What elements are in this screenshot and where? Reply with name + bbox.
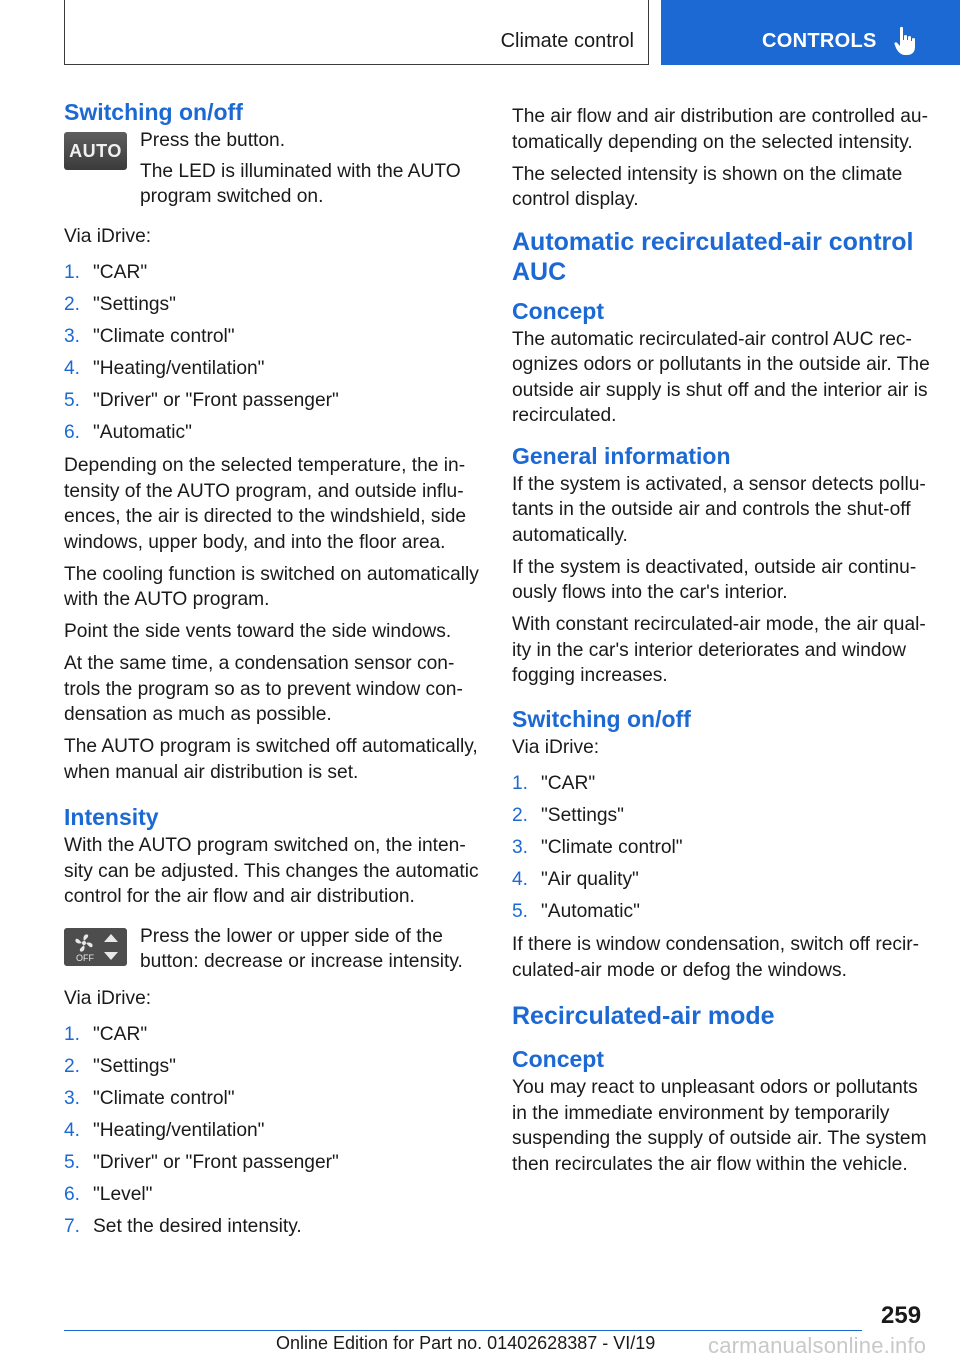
list-item — [64, 1179, 480, 1211]
led-text-content: The LED is illuminated with the AUTO program switched on. — [140, 160, 461, 207]
paragraph-point-vents: Point the side vents toward the side windows. — [64, 621, 452, 642]
paragraph-deactivated: If the system is deactivated, outside air continuously flows into the car's interior. — [512, 556, 917, 603]
auto-button-label: AUTO — [69, 140, 122, 161]
paragraph-airflow: The air flow and air distribution are controlled automatically depending on the selected intensity. — [512, 106, 928, 153]
paragraph-cooling: The cooling function is switched on automatically with the AUTO program. — [64, 563, 479, 610]
list-number: 1. — [512, 773, 529, 794]
list-item — [64, 353, 480, 385]
list-item — [64, 321, 480, 353]
list-text: "Automatic" — [93, 422, 192, 443]
list-item — [512, 768, 932, 800]
idrive-auc-steps-list — [512, 768, 932, 928]
list-item — [64, 1083, 480, 1115]
paragraph-concept-2: You may react to unpleasant odors or pollutants in the immediate environment by temporarily suspending the supply of outside air. The system then recirculates the air flow within the vehicle. — [512, 1077, 927, 1175]
list-text: "Settings" — [93, 294, 176, 315]
svg-text:OFF: OFF — [76, 952, 94, 963]
header-chapter-label: CONTROLS — [762, 30, 877, 52]
page-number: 259 — [881, 1302, 922, 1329]
list-text: "Climate control" — [93, 326, 235, 347]
paragraph-window-condensation: If there is window condensation, switch off recirculated-air mode or defog the windows. — [512, 934, 920, 981]
via-idrive-label-2: Via iDrive: — [64, 987, 152, 1009]
list-text: "Driver" or "Front passenger" — [93, 1152, 339, 1173]
list-text: "CAR" — [93, 262, 148, 283]
list-number: 5. — [64, 390, 81, 411]
list-number: 3. — [512, 837, 529, 858]
list-item — [64, 257, 480, 289]
list-number: 1. — [64, 262, 81, 283]
list-text: "Climate control" — [93, 1088, 235, 1109]
list-number: 2. — [64, 1056, 81, 1077]
list-item — [64, 1147, 480, 1179]
heading-concept-2: Concept — [512, 1046, 604, 1072]
heading-recirculated-air-mode: Recirculated-air mode — [512, 1002, 775, 1030]
paragraph-intensity-shown: The selected intensity is shown on the climate control display. — [512, 163, 903, 210]
press-button-text: Press the button. — [140, 130, 286, 151]
list-item — [64, 289, 480, 321]
list-text: "Climate control" — [541, 837, 683, 858]
pointing-hand-icon — [894, 26, 920, 56]
list-number: 1. — [64, 1024, 81, 1045]
list-item — [64, 1019, 480, 1051]
list-text: "Driver" or "Front passenger" — [93, 390, 339, 411]
list-item — [64, 1051, 480, 1083]
paragraph-constant-recirculation: With constant recirculated-air mode, the air quality in the car's interior deteriorates and window fogging increases. — [512, 614, 926, 686]
list-number: 2. — [512, 805, 529, 826]
list-number: 4. — [64, 358, 81, 379]
header-section-title: Climate control — [500, 30, 634, 52]
paragraph-auto-off: The AUTO program is switched off automatically, when manual air distribution is set. — [64, 736, 478, 783]
via-idrive-label: Via iDrive: — [64, 225, 152, 247]
paragraph-depending: Depending on the selected temperature, the intensity of the AUTO program, and outside influences, the air is directed to the windshield, side windows, upper body, and into the floor area. — [64, 455, 467, 553]
paragraph-concept: The automatic recirculated-air control AUC recognizes odors or pollutants in the outside air. The outside air supply is shut off and the interior air is recirculated. — [512, 328, 930, 426]
heading-switching-on-off: Switching on/off — [64, 99, 243, 125]
list-text: "Heating/ventilation" — [93, 1120, 265, 1141]
idrive-steps-list — [64, 257, 480, 449]
footer-edition: Online Edition for Part no. 01402628387 - VI/19 — [276, 1333, 656, 1353]
list-number: 4. — [64, 1120, 81, 1141]
auto-button-instruction — [64, 128, 480, 210]
list-text: "Air quality" — [541, 869, 639, 890]
list-item — [512, 896, 932, 928]
list-text: "Level" — [93, 1184, 153, 1205]
footer-watermark: carmanualsonline.info — [708, 1333, 927, 1358]
list-text: "Automatic" — [541, 901, 640, 922]
heading-concept: Concept — [512, 297, 604, 324]
list-number: 6. — [64, 1184, 81, 1205]
right-column — [512, 104, 932, 1184]
list-item — [512, 800, 932, 832]
heading-switching-on-off-auc: Switching on/off — [512, 705, 691, 732]
list-item — [64, 417, 480, 449]
list-text: "CAR" — [541, 773, 596, 794]
list-item — [512, 832, 932, 864]
paragraph-condensation-sensor: At the same time, a condensation sensor controls the program so as to prevent window condensation as much as possible. — [64, 653, 463, 725]
list-text: "Settings" — [541, 805, 624, 826]
list-number: 5. — [512, 901, 529, 922]
list-item — [64, 385, 480, 417]
fan-intensity-button-image — [64, 928, 127, 966]
list-item — [64, 1211, 480, 1243]
idrive-intensity-steps-list — [64, 1019, 480, 1243]
header-chapter-tab[interactable] — [661, 0, 960, 65]
list-number: 5. — [64, 1152, 81, 1173]
list-number: 4. — [512, 869, 529, 890]
list-item — [64, 1115, 480, 1147]
list-number: 7. — [64, 1216, 81, 1237]
heading-general-information: General information — [512, 442, 731, 469]
press-lower-upper-text: Press the lower or upper side of the button: decrease or increase intensity. — [140, 925, 463, 972]
list-text: Set the desired intensity. — [93, 1216, 302, 1237]
footer-divider — [64, 1330, 862, 1331]
list-text: "Settings" — [93, 1056, 176, 1077]
list-text: "CAR" — [93, 1024, 148, 1045]
list-number: 2. — [64, 294, 81, 315]
paragraph-intensity: With the AUTO program switched on, the intensity can be adjusted. This changes the automatic control for the air flow and air distribution. — [64, 835, 479, 907]
left-column — [64, 98, 480, 1247]
paragraph-activated: If the system is activated, a sensor detects pollutants in the outside air and controls the shut-off automatically. — [512, 473, 926, 546]
list-number: 6. — [64, 422, 81, 443]
list-item — [512, 864, 932, 896]
list-number: 3. — [64, 1088, 81, 1109]
heading-intensity: Intensity — [64, 804, 159, 830]
list-number: 3. — [64, 326, 81, 347]
list-text: "Heating/ventilation" — [93, 358, 265, 379]
heading-auc: Automatic recirculated-air control AUC — [512, 227, 914, 286]
header-frame — [64, 0, 649, 65]
via-idrive-label-3: Via iDrive: — [512, 736, 600, 758]
auto-button-image — [64, 132, 127, 170]
fan-button-instruction — [64, 924, 480, 976]
